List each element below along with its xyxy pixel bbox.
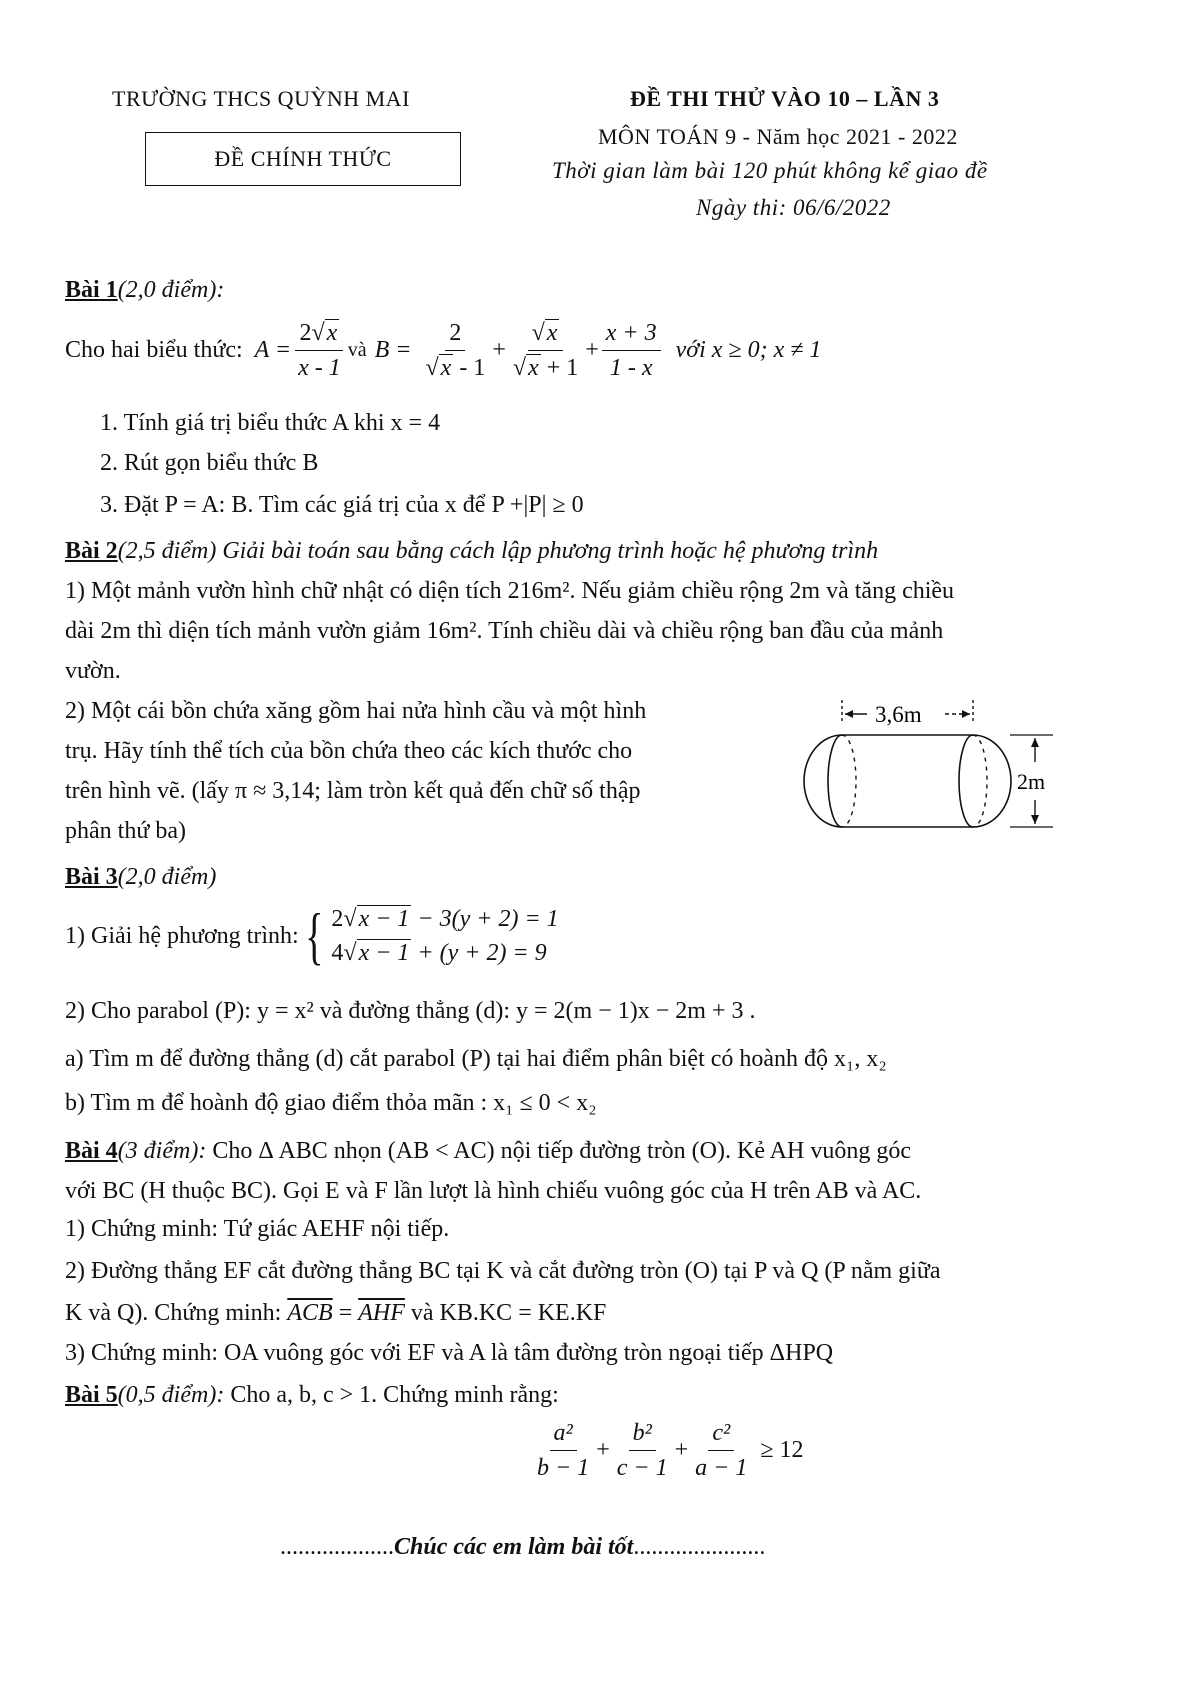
bai4-line2: với BC (H thuộc BC). Gọi E và F lần lượt là hình chiếu vuông góc của H trên AB và AC. [65,1178,922,1204]
school-name: TRƯỜNG THCS QUỲNH MAI [112,86,410,111]
bai4-line1: Cho Δ ABC nhọn (AB < AC) nội tiếp đường tròn (O). Kẻ AH vuông góc [206,1138,911,1164]
footer-text: Chúc các em làm bài tốt [394,1534,634,1560]
bai1-title: Bài 1 [65,277,118,303]
bai1-condition: với x ≥ 0; x ≠ 1 [675,337,822,363]
bai5-intro: Cho a, b, c > 1. Chứng minh rằng: [224,1382,559,1408]
fig-length-label: 3,6m [875,702,922,727]
expr-b-t2-den-rad: x [528,355,539,381]
expr-b-t3-num: x + 3 [602,318,661,351]
bai1-q1: 1. Tính giá trị biểu thức A khi x = 4 [100,410,441,436]
ineq-term3: $\frac{\text{c²}}{a - 1}$ [695,1420,748,1481]
bai5-heading [65,1380,559,1410]
expr-b-t3-den: 1 - x [609,355,653,381]
bai4-q2-suffix: và KB.KC = KE.KF [404,1300,607,1326]
bai2-title: Bài 2 [65,538,118,564]
expr-b-term3 [602,318,661,383]
expr-a-rad: x [326,320,338,346]
expr-b-t1-rest: - 1 [453,355,486,381]
bai4-title: Bài 4 [65,1138,118,1164]
footer-dots-left: ................... [280,1534,394,1560]
bai3-p1-label: 1) Giải hệ phương trình: [65,922,299,949]
bai3-system [65,902,559,970]
equation-system: { 2√x − 1 − 3(y + 2) = 1 4√x − 1 + (y + 2) = 9 [304,900,559,971]
bai1-q3: 3. Đặt P = A: B. Tìm các giá trị của x để P +|P| ≥ 0 [100,492,584,518]
bai5-inequality: $\frac{\text{a²}}{b - 1}$ + $\frac{\text{b²}}{c - 1}$ + $\frac{\text{c²}}{a - 1}$ ≥ 12 [530,1418,804,1483]
exam-date: Ngày thi: 06/6/2022 [696,195,891,220]
exam-time: Thời gian làm bài 120 phút không kể giao đề [552,158,988,183]
ineq-term1: $\frac{\text{a²}}{b - 1}$ [537,1420,590,1481]
expr-b-t2-rest: + 1 [540,355,579,381]
conj-va: và [347,339,367,361]
bai2-p1-line1: 1) Một mảnh vườn hình chữ nhật có diện tích 216m². Nếu giảm chiều rộng 2m và tăng chiều [65,578,955,604]
bai4-q2-line2 [65,1298,606,1328]
bai5-title: Bài 5 [65,1382,118,1408]
expr-a-fraction: $\frac{2√x}{x - 1}$ [294,318,345,383]
expr-a-lhs: A = [254,337,292,363]
exam-subject: MÔN TOÁN 9 - Năm học 2021 - 2022 [598,124,958,149]
footer-dots-right: ...................... [633,1534,766,1560]
plus-1: + [492,337,506,363]
bai1-heading [65,275,224,305]
bai3-heading [65,862,216,892]
plus-2: + [585,337,599,363]
bai3-pa: a) Tìm m để đường thẳng (d) cắt parabol (P) tại hai điểm phân biệt có hoành độ x₁, x₂ [65,1046,887,1072]
expr-b-lhs: B = [374,337,412,363]
bai4-heading [65,1136,911,1166]
official-label: ĐỀ CHÍNH THỨC [214,146,392,171]
bai2-heading [65,536,878,566]
arc-acb: $\overline{ACB}$ [287,1300,333,1326]
bai5-points: (0,5 điểm): [117,1382,225,1408]
arc-ahf: $\overline{AHF}$ [358,1300,405,1326]
footer [280,1534,765,1561]
official-box [145,132,461,186]
equation-2: 4√x − 1 + (y + 2) = 9 [331,940,547,966]
bai2-p2-line1: 2) Một cái bồn chứa xăng gồm hai nửa hình cầu và một hình [65,698,647,724]
bai1-expressions [65,318,821,383]
expr-a-coef: 2 [299,320,312,346]
bai4-q1: 1) Chứng minh: Tứ giác AEHF nội tiếp. [65,1216,450,1242]
fuel-tank-figure [795,692,1085,832]
bai2-p1-line2: dài 2m thì diện tích mảnh vườn giảm 16m². Tính chiều dài và chiều rộng ban đầu của mảnh [65,618,944,644]
expr-b-term1: $\frac{2}{√x - 1}$ [425,320,486,381]
fig-height-label: 2m [1016,769,1046,794]
exam-title: ĐỀ THI THỬ VÀO 10 – LẦN 3 [630,86,940,111]
bai2-p2-line4: phân thứ ba) [65,818,186,844]
bai1-points: (2,0 điểm): [117,277,225,303]
ineq-rhs: ≥ 12 [760,1437,804,1463]
bai3-p2: 2) Cho parabol (P): y = x² và đường thẳng (d): y = 2(m − 1)x − 2m + 3 . [65,998,756,1024]
bai2-p1-line3: vườn. [65,658,121,684]
bai4-points: (3 điểm): [117,1138,207,1164]
expr-b-t1-num: 2 [445,318,465,351]
bai1-q2: 2. Rút gọn biểu thức B [100,450,319,476]
expr-b-t1-rad: x [440,355,452,381]
expr-a-den: x - 1 [298,355,341,381]
bai1-intro: Cho hai biểu thức: [65,337,243,363]
bai2-points: (2,5 điểm) Giải bài toán sau bằng cách lập phương trình hoặc hệ phương trình [117,538,879,564]
bai2-p2-line3: trên hình vẽ. (lấy π ≈ 3,14; làm tròn kết quả đến chữ số thập [65,778,641,804]
bai4-q2-prefix: K và Q). Chứng minh: [65,1300,282,1326]
bai4-q3: 3) Chứng minh: OA vuông góc với EF và A là tâm đường tròn ngoại tiếp ΔHPQ [65,1340,834,1366]
equation-1: 2√x − 1 − 3(y + 2) = 1 [331,906,559,932]
expr-b-t2-num-rad: x [546,320,558,346]
bai3-points: (2,0 điểm) [117,864,217,890]
bai4-q2-line1: 2) Đường thẳng EF cắt đường thẳng BC tại K và cắt đường tròn (O) tại P và Q (P nằm giữa [65,1258,941,1284]
arc-equals: = [332,1300,359,1326]
bai2-p2-line2: trụ. Hãy tính thể tích của bồn chứa theo các kích thước cho [65,738,633,764]
bai3-title: Bài 3 [65,864,118,890]
bai3-pb: b) Tìm m để hoành độ giao điểm thỏa mãn : x₁ ≤ 0 < x₂ [65,1090,597,1116]
expr-b-term2: $\frac{√x}{√x + 1}$ [512,320,579,381]
ineq-term2: $\frac{\text{b²}}{c - 1}$ [616,1420,668,1481]
